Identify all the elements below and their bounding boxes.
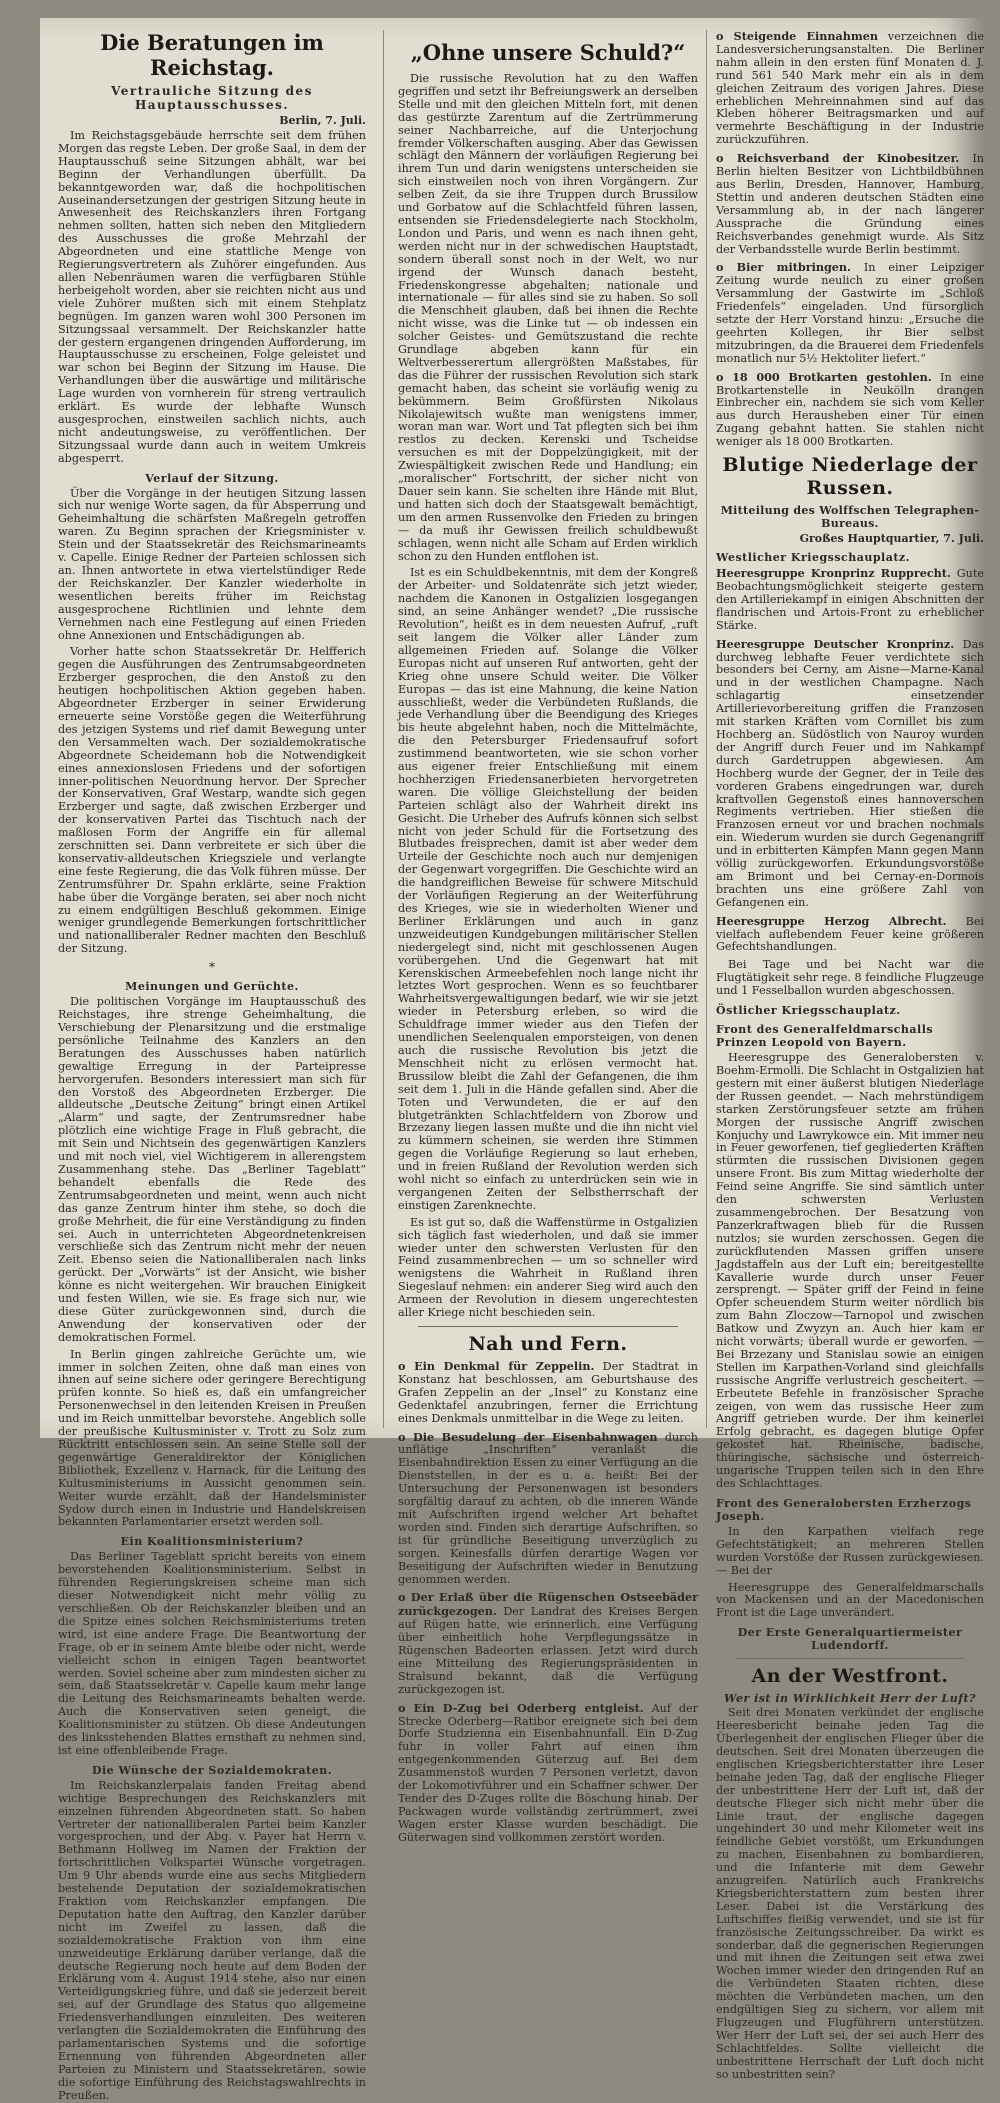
headline-nah-und-fern: Nah und Fern. <box>468 1333 628 1355</box>
news-item <box>716 261 984 365</box>
paragraph: Die russische Revolution hat zu den Waffen gegriffen und setzt ihr Befreiungswerk an derselben Stelle und mit den gleichen Mitteln fort, mit denen das gestürzte Zarentum auf die Zertrümmerung seiner Nachbarreiche, auf die Unterjochung fremder Völkerschaften ausging. Aber das Gewissen schlägt den Männern der vorläufigen Regierung bei ihrem Tun und darin wenigstens unterscheiden sie sich einstweilen noch von ihren Vorgängern. Zur selben Zeit, da sie ihre Truppen durch Brussilow und Gorbatow auf die Schlachtfeld führen lassen, entsenden sie Friedensdelegierte nach Stockholm, London und Paris, und wenn es nach ihnen geht, werden nicht nur in der schwedischen Hauptstadt, sondern überall sonst noch in der Welt, wo nur irgend der Wunsch danach besteht, Friedenskongresse abgehalten; nationale und internationale — für alles sind sie zu haben. So soll die Menschheit glauben, daß bei ihnen die Rechte nicht wisse, was die Linke tut — ob indessen ein solcher Geistes- und Gemütszustand die rechte Grundlage abgeben kann für ein Weltverbesserertum allergrößten Maßstabes, für das die Führer der russischen Revolution sich stark gemacht haben, das scheint sie vorläufig wenig zu bekümmern. Beim Großfürsten Nikolaus Nikolajewitsch wußte man wenigstens immer, woran man war. Wort und Tat pflegten sich bei ihm restlos zu decken. Kerenski und Tscheidse versuchen es mit der Doppelzüngigkeit, mit der Zwiespältigkeit zwischen Rede und Handlung; ein „moralischer“ Fortschritt, der sicher nicht von Dauer sein kann. Sie schelten ihre Hände mit Blut, und hatten sich doch der Staatsgewalt bemächtigt, um den armen Russenvolke den Frieden zu bringen — da muß ihr Gewissen freilich schuldbewußt schlagen, wenn nicht alle Scham auf Erden wirklich schon zu den Hunden entflohen ist. <box>398 72 698 563</box>
headline-ohne-schuld: „Ohne unsere Schuld?“ <box>410 40 686 65</box>
paragraph: Es ist gut so, daß die Waffenstürme in Ostgalizien sich täglich fast wiederholen, und daß sie immer wieder unter den schwersten Verlusten für den Feind zusammenbrechen — um so schneller wird wenigstens die Wahrheit in Rußland ihren Siegeslauf nehmen: ein anderer Sieg wird auch den Armeen der Revolution in diesem ungerechtesten aller Kriege nicht beschieden sein. <box>398 1215 698 1320</box>
news-item <box>398 1360 698 1426</box>
column-ohne-schuld <box>398 30 698 1844</box>
section-heading: Östlicher Kriegsschauplatz. <box>716 1004 901 1018</box>
report-item-title: Heeresgruppe Deutscher Kronprinz. <box>716 636 955 651</box>
section-heading: Die Wünsche der Sozialdemokraten. <box>91 1763 333 1777</box>
news-item <box>716 371 984 449</box>
paragraph: Vorher hatte schon Staatssekretär Dr. Helfferich gegen die Ausführungen des Zentrumsabgeordneten Erzberger gesprochen, die den Anstoß zu den heutigen hochpolitischen Aktion gegeben haben. Abgeordneter Erzberger in seiner Erwiderung erneuerte seine Vorstöße gegen die Weiterführung des jetzigen Systems und rief damit Bewegung unter den Versammelten wach. Der sozialdemokratische Abgeordnete Scheidemann hob die Notwendigkeit eines annexionslosen Friedens und der sofortigen inner-politischen Neuordnung hervor. Der Sprecher der Konservativen, Graf Westarp, wandte sich gegen Erzberger und sagte, daß zwischen Erzberger und der konservativen Partei das Tischtuch nach der maßlosen Form der Angriffe ein für allemal zerschnitten sei. Dann verbreitete er sich über die konservativ-alldeutschen Kriegsziele und verlangte eine feste Regierung, die das Volk führen müsse. Der Zentrumsführer Dr. Spahn erklärte, seine Fraktion habe über die Vorgänge beraten, sei aber noch nicht zu einem endgültigen Beschluß gekommen. Einige weniger grundlegende Bemerkungen fortschrittlicher und nationalliberaler Redner machten den Beschluß der Sitzung. <box>58 645 366 956</box>
paragraph: Heeresgruppe des Generalfeldmarschalls von Mackensen und an der Macedonischen Front ist die Lage unverändert. <box>716 1580 984 1620</box>
dateline: Berlin, 7. Juli. <box>279 114 366 127</box>
news-item <box>716 30 984 147</box>
news-item <box>398 1431 698 1587</box>
paragraph: Bei Tage und bei Nacht war die Flugtätigkeit sehr rege. 8 feindliche Flugzeuge und 1 Fesselballon wurden abgeschossen. <box>716 958 984 998</box>
news-item-text: In eine Brotkartenstelle in Neukölln drangen Einbrecher ein, nachdem sie sich vom Keller aus durch Herausheben einer Tür einen Zugang gebahnt hatten. Sie stahlen nicht weniger als 18 000 Brotkarten. <box>716 370 984 449</box>
news-item-title: o Die Besudelung der Eisenbahnwagen <box>398 1429 658 1444</box>
report-item-text: Gute Beobachtungsmöglichkeit steigerte gestern den Artilleriekampf in einigen Abschnitten der flandrischen und Artois-Front zu erheblicher Stärke. <box>716 567 984 632</box>
news-item-text: durch unflätige „Inschriften“ veranlaßt die Eisenbahndirektion Essen zu einer Verfügung an die Dienststellen, in der es u. a. heißt: Bei der Untersuchung der Personenwagen ist besonders sorgfältig darauf zu achten, ob die inneren Wände mit Aufschriften irgend welcher Art behaftet worden sind. Finden sich derartige Aufschriften, so ist für gründliche Beseitigung unverzüglich zu sorgen. Keinesfalls dürfen derartige Wagen vor Beseitigung der Aufschriften wieder in Benutzung genommen werden. <box>398 1430 698 1586</box>
news-item-title: o Ein D-Zug bei Oderberg entgleist. <box>398 1700 644 1715</box>
news-item-text: In Berlin hielten Besitzer von Lichtbildbühnen aus Berlin, Dresden, Hannover, Hamburg, Stettin und anderen deutschen Städten eine Versammlung ab, in der nach längerer Aussprache die Gründung eines Reichsverbandes genehmigt wurde. Als Sitz der Verbandsstelle wurde Berlin bestimmt. <box>716 152 985 256</box>
news-item-text: In einer Leipziger Zeitung wurde neulich zu einer großen Versammlung der Gastwirte im „Schloß Friedenfels“ eingeladen. Und fürsorglich setzte der Herr Vorstand hinzu: „Ersuche die geehrten Kollegen, ihr Bier selbst mitzubringen, da die Brauerei dem Friedenfels monatlich nur 5½ Hektoliter liefert.“ <box>716 261 984 365</box>
paragraph: In Berlin gingen zahlreiche Gerüchte um, wie immer in solchen Zeiten, ohne daß man eines von ihnen auf seine sichere oder geringere Berechtigung prüfen konnte. So hieß es, daß ein umfangreicher Personenwechsel in den leitenden Kreisen in Preußen und im Reich unmittelbar bevorstehe. Angeblich solle der preußische Kultusminister v. Trott zu Solz zum Rücktritt entschlossen sein. An seine Stelle soll der gegenwärtige Generaldirektor der Königlichen Bibliothek, Exzellenz v. Harnack, für die Leitung des Kultusministeriums in Aussicht genommen sein. Weiter wurde erzählt, daß der Handelsminister Sydow durch einen in Industrie und Handelskreisen bekannten Parlamentarier ersetzt werden soll. <box>58 1347 366 1529</box>
news-item <box>716 152 984 256</box>
headline-westfront: An der Westfront. <box>751 1665 949 1688</box>
report-item <box>716 638 984 910</box>
paragraph: Heeresgruppe des Generalobersten v. Boehm-Ermolli. Die Schlacht in Ostgalizien hat gestern mit einer äußerst blutigen Niederlage der Russen geendet. — Nach mehrstündigem starken Zerstörungsfeuer setzte am frühen Morgen der russische Angriff zwischen Konjuchy und Lawrykowce ein. Mit immer neu in Feuer geworfenen, tief gegliederten Kräften stürmten die russischen Divisionen gegen unsere Front. Bis zum Mittag wiederholte der Feind seine Angriffe. Sie sind sämtlich unter den schwersten Verlusten zusammengebrochen. Der Besatzung von Panzerkraftwagen blieb für die Russen nutzlos; sie wurden zerschossen. Gegen die zurückflutenden Massen griffen unsere Jagdstaffeln aus der Luft ein; bereitgestellte Kavallerie wurde durch unser Feuer zersprengt. — Später griff der Feind in feine Opfer scheuendem Sturm weiter nördlich bis zum Bahn Zloczow—Tarnopol und zwischen Batkow und Zwyzyn an. Auch hier kam er nicht vorwärts; überall wurde er geworfen. — Bei Brzezany und Stanislau sowie an einigen Stellen im Karpathen-Vorland sind gleichfalls russische Angriffe verlustreich gescheitert. — Erbeutete Befehle in französischer Sprache zeigen, von wem das russische Heer zum Angriff getrieben wurde. Der ihm keinerlei Erfolg gebracht, es dagegen blutige Opfer gekostet hat. Rheinische, badische, thüringische, sächsische und österreich-ungarische Truppen teilen sich in den Ehre des Schlachttages. <box>716 1051 984 1490</box>
newspaper-page <box>40 18 986 2102</box>
column-kriegsbericht <box>716 29 985 2081</box>
news-item-title: o Bier mitbringen. <box>716 260 851 275</box>
headline-niederlage: Blutige Niederlage der Russen. <box>722 454 978 500</box>
column-reichstag <box>58 30 366 2102</box>
divider <box>418 1326 678 1327</box>
paragraph: Im Reichstagsgebäude herrschte seit dem frühen Morgen das regste Leben. Der große Saal, in dem der Hauptausschuß seine Sitzungen abhält, war bei Beginn der Verhandlungen überfüllt. Da bekanntgeworden war, daß die hochpolitischen Auseinandersetzungen der gestrigen Sitzung heute in Anwesenheit des Reichskanzlers ihren Fortgang nehmen sollten, hatten sich neben den Mitgliedern des Ausschusses die große Mehrzahl der Abgeordneten und eine stattliche Menge von Regierungsvertretern als Zuhörer eingefunden. Aus allen Nebenräumen waren die verfügbaren Stühle herbeigeholt worden, aber sie reichten nicht aus und viele Zuhörer mußten sich mit einem Stehplatz begnügen. Im ganzen waren wohl 300 Personen im Sitzungssaal versammelt. Der Reichskanzler hatte der gestern ergangenen dringenden Aufforderung, im Hauptausschusse zu erscheinen, Folge geleistet und war schon bei Beginn der Sitzung im Hause. Die Verhandlungen über die auswärtige und militärische Lage wurden von vornherein für streng vertraulich erklärt. Es wurde der lebhafte Wunsch ausgesprochen, einstweilen sachlich nichts, auch nicht andeutungsweise, zu veröffentlichen. Der Sitzungssaal wurde dann auch in weitem Umkreis abgesperrt. <box>58 129 366 465</box>
news-item-title: o Reichsverband der Kinobesitzer. <box>716 151 960 166</box>
report-item-title: Heeresgruppe Herzog Albrecht. <box>716 913 947 928</box>
signature: Der Erste Generalquartiermeister Ludendorff. <box>737 1626 963 1653</box>
column-rule <box>706 30 707 1428</box>
news-item-text: Der Landrat des Kreises Bergen auf Rügen hatte, wie erinnerlich, eine Verfügung über einheitlich hohe Verpflegungssätze in Rügenschen Badeorten erlassen. Jetzt wird durch eine Mitteilung des Regierungspräsidenten in Stralsund bekannt, daß die Verfügung zurückgezogen ist. <box>398 1605 698 1696</box>
news-item-text: Auf der Strecke Oderberg—Ratibor ereignete sich bei dem Dorfe Studzienna ein Eisenbahnunfall. Ein D-Zug fuhr in voller Fahrt auf einen ihm entgegenkommenden Güterzug auf. Bei dem Zusammenstoß wurden 7 Personen verletzt, davon der Lokomotivführer und ein Schaffner schwer. Der Tender des D-Zuges rollte die Böschung hinab. Der Packwagen wurde vollständig zertrümmert, zwei Wagen erster Klasse wurden beschädigt. Die Güterwagen sind vollkommen zerstört worden. <box>398 1701 698 1844</box>
paragraph: Über die Vorgänge in der heutigen Sitzung lassen sich nur wenige Worte sagen, da für Absperrung und Geheimhaltung die schärfsten Maßregeln getroffen waren. Zu Beginn sprachen der Kriegsminister v. Stein und der Staatssekretär des Reichsmarineamts v. Capelle. Einige Redner der Parteien schlossen sich an. Ihnen antwortete in etwa viertelstündiger Rede der Reichskanzler. Der Kanzler wiederholte in wesentlichen bereits früher im Reichstag ausgesprochene Richtlinien und lehnte dem Vernehmen nach eine Festlegung auf einen Frieden ohne Annexionen und Entschädigungen ab. <box>58 486 366 642</box>
paragraph: In den Karpathen vielfach rege Gefechtstätigkeit; an mehreren Stellen wurden Vorstöße der Russen zurückgewiesen. — Bei der <box>716 1524 984 1577</box>
paragraph: Das Berliner Tageblatt spricht bereits von einem bevorstehenden Koalitionsministerium. Selbst in führenden Regierungskreisen scheine man sich dieser Notwendigkeit nicht mehr völlig zu verschließen. Ob der Reichskanzler bleiben und an die Spitze eines solchen Reichsministeriums treten wird, ist eine andere Frage. Die Beantwortung der Frage, ob er in seinem Amte bleibe oder nicht, werde vielleicht schon in einigen Tagen beantwortet werden. Soviel scheine aber zum mindesten sicher zu sein, daß Staatssekretär v. Capelle kaum mehr lange die Leitung des Reichsmarineamts behalten werde. Auch die Konservativen seien geneigt, die Koalitionsminister zu stützen. Ob diese Andeutungen des linksstehenden Blattes ernsthaft zu nehmen sind, ist eine offenbleibende Frage. <box>58 1550 366 1757</box>
news-item-text: Der Stadtrat in Konstanz hat beschlossen, am Geburtshause des Grafen Zeppelin an der „Insel“ zu Konstanz eine Gedenktafel anzubringen, ferner die Errichtung eines Denkmals unmittelbar in die Wege zu leiten. <box>398 1360 698 1425</box>
subheadline: Mitteilung des Wolffschen Telegraphen-Bureaus. <box>720 504 980 531</box>
report-item-text: Das durchweg lebhafte Feuer verdichtete sich besonders bei Cerny, am Aisne—Marne-Kanal und in der westlichen Champagne. Nach schlagartig einsetzender Artillerievorbereitung griffen die Franzosen mit starken Kräften vom Cornillet bis zum Hochberg an. Südöstlich von Nauroy wurden der Angriff durch Feuer und im Nahkampf durch Gardetruppen abgewiesen. Am Hochberg wurde der Gegner, der in Teile des vorderen Grabens eingedrungen war, durch kraftvollen Gegenstoß eines hannoverschen Regiments vertrieben. Hier stießen die Franzosen erneut vor und brachen nochmals ein. Wiederum wurden sie durch Gegenangriff und in erbitterten Kämpfen Mann gegen Mann völlig zurückgeworfen. Erkundungsvorstöße am Brimont und bei Cernay-en-Dormois brachten uns eine größere Zahl von Gefangenen ein. <box>716 637 984 909</box>
divider <box>736 1658 964 1659</box>
section-heading: Front des Generalobersten Erzherzogs Joseph. <box>716 1496 972 1523</box>
report-item-text: Bei vielfach auflebendem Feuer keine größeren Gefechtshandlungen. <box>716 914 984 954</box>
news-item-title: o 18 000 Brotkarten gestohlen. <box>716 369 932 384</box>
headline-reichstag: Die Beratungen im Reichstag. <box>100 30 324 80</box>
dateline: Großes Hauptquartier, 7. Juli. <box>799 532 984 546</box>
separator-asterisk: * <box>209 960 215 975</box>
section-heading: Verlauf der Sitzung. <box>145 471 279 485</box>
news-item <box>398 1591 698 1696</box>
subheadline: Vertrauliche Sitzung des Hauptausschusses. <box>111 84 313 112</box>
paragraph: Ist es ein Schuldbekenntnis, mit dem der Kongreß der Arbeiter- und Soldatenräte sich jetzt wieder, nachdem die Kanonen in Ostgalizien losgegangen sind, an seine Anhänger wendet? „Die russische Revolution“, heißt es in dem neuesten Aufruf, „ruft seit langem die Völker aller Länder zum allgemeinen Frieden auf. Solange die Völker Europas nicht auf unseren Ruf antworten, geht der Krieg ohne unsere Schuld weiter. Die Völker Europas — das ist eine Mahnung, die keine Nation ausschließt, weder die Verbündeten Rußlands, die jede Verhandlung über die Beendigung des Krieges bis heute abgelehnt haben, noch die Mittelmächte, die den Petersburger Friedensaufruf sofort zustimmend beantworteten, wie sie schon vorher aus eigener freier Entschließung mit einem hochherzigen Friedensanerbieten hervorgetreten waren. Die völlige Gleichstellung der beiden Parteien schlägt also der Wahrheit direkt ins Gesicht. Die Urheber des Aufrufs können sich selbst nicht von jeder Schuld für die Fortsetzung des Blutbades freisprechen, damit ist aber weder dem Urteile der Geschichte noch auch nur demjenigen der Gegenwart vorgegriffen. Die Geschichte wird an die handgreiflichen Beweise für schwere Mitschuld der Vorläufigen Regierung an der Weiterführung des Krieges, wie sie in wiederholten Wiener und Berliner Erklärungen und auch in ganz unzweideutigen Kundgebungen militärischer Stellen niedergelegt sind, nicht mit geschlossenen Augen vorübergehen. Und die Gegenwart hat mit Kerenskischen Armeebefehlen noch lange nicht ihr letztes Wort gesprochen. Wenn es so feuchtbarer Wahrheitsvergewaltigungen bedarf, wie wir sie jetzt wieder in Petersburg erleben, so wird die Schuldfrage immer wieder aus den Tiefen der unendlichen Seelenqualen emporsteigen, von denen auch die russische Revolution bis jetzt die Menschheit nicht zu erlösen vermocht hat. Brussilow bleibt die Zahl der Gefangenen, die ihm seit dem 1. Juli in die Hände gefallen sind. Aber die Toten und Verwundeten, die er auf den blutgetränkten Schlachtfeldern von Zborow und Brzezany liegen lassen mußte und die ihn nicht viel zu kümmern scheinen, sie werden ihre Stimmen gegen die Vorläufige Regierung so laut erheben, und in freien Rußland der Revolution werden sich wohl nicht so einfach zu unterdrücken sein wie in vergangenen Zeiten der Selbstherrschaft der einstigen Zarenknechte. <box>398 566 698 1212</box>
news-item <box>398 1702 698 1845</box>
news-item-title: o Steigende Einnahmen <box>716 29 879 43</box>
section-heading: Westlicher Kriegsschauplatz. <box>716 551 910 565</box>
paragraph: Die politischen Vorgänge im Hauptausschuß des Reichstages, ihre strenge Geheimhaltung, die Verschiebung der Plenarsitzung und die erstmalige persönliche Teilnahme des Kanzlers an den Beratungen des Ausschusses haben natürlich gewaltige Erregung in der Parteipresse hervorgerufen. Besonders interessiert man sich für den Vorstoß des Abgeordneten Erzberger. Die alldeutsche „Deutsche Zeitung“ bringt einen Artikel „Alarm“ und sagte, der Zentrumsredner habe plötzlich eine wichtige Frage in Fluß gebracht, die mit Sein und Nichtsein des gegenwärtigen Kanzlers und mit noch viel, viel Wichtigerem in allerengstem Zusammenhang stehe. Das „Berliner Tageblatt“ behandelt ebenfalls die Rede des Zentrumsabgeordneten und meint, wenn auch nicht das ganze Zentrum hinter ihm stehe, so doch die große Mehrheit, die für eine Verständigung zu finden sei. Auch in unterrichteten Abgeordnetenkreisen verschließe sich das Zentrum nicht mehr der neuen Zeit. Ebenso seien die Nationalliberalen nach links gerückt. Der „Vorwärts“ ist der Ansicht, wie bisher könne es nicht weitergehen. Wir brauchen Einigkeit und festen Willen, wie sie. Es frage sich nur, wie diese Güter zurückgewonnen sind, durch die Anwendung der konservativen oder der demokratischen Formel. <box>58 995 366 1344</box>
paragraph: Im Reichskanzlerpalais fanden Freitag abend wichtige Besprechungen des Reichskanzlers mit einzelnen führenden Abgeordneten statt. So haben Vertreter der nationalliberalen Partei beim Kanzler vorgesprochen, und der Abg. v. Payer hat Herrn v. Bethmann Hollweg im Namen der Fraktion der fortschrittlichen Volkspartei Wünsche vorgetragen. Um 9 Uhr abends wurde eine aus sechs Mitgliedern bestehende Deputation der sozialdemokratischen Fraktion vom Reichskanzler empfangen. Die Deputation hatte den Auftrag, den Kanzler darüber nicht im Zweifel zu lassen, daß die sozialdemokratische Fraktion von ihm eine unzweideutige Erklärung darüber verlange, daß die deutsche Regierung noch heute auf dem Boden der Erklärung vom 4. August 1914 stehe, also nur einen Verteidigungskrieg führe, und daß sie jederzeit bereit sei, auf der Grundlage des Status quo allgemeine Friedensverhandlungen einzuleiten. Des weiteren verlangten die Sozialdemokraten die Einführung des parlamentarischen Systems und die sofortige Ernennung von führenden Abgeordneten aller Parteien zu Ministern und Staatssekretären, sowie die sofortige Einführung des Reichstagswahlrechts in Preußen. <box>58 1778 366 2102</box>
section-heading: Front des Generalfeldmarschalls Prinzen Leopold von Bayern. <box>716 1023 934 1050</box>
news-item-text: verzeichnen die Landesversicherungsanstalten. Die Berliner nahm allein in den ersten fünf Monaten d. J. rund 561 540 Mark mehr ein als in dem gleichen Zeitraum des vorigen Jahres. Diese erheblichen Mehreinnahmen sind auf das Kleben höherer Beitragsmarken und auf vermehrte Beschäftigung in der Industrie zurückzuführen. <box>716 30 984 147</box>
report-item-title: Heeresgruppe Kronprinz Rupprecht. <box>716 566 951 581</box>
section-heading: Meinungen und Gerüchte. <box>125 980 299 994</box>
subheadline: Wer ist in Wirklichkeit Herr der Luft? <box>723 1692 976 1706</box>
paragraph: Seit drei Monaten verkündet der englische Heeresbericht beinahe jeden Tag die Überlegenheit der englischen Flieger über die deutschen. Seit drei Monaten überzeugen die englischen Kriegsberichterstatter ihre Leser beinahe jeden Tag, daß der englische Flieger der unbestrittene Herr der Luft ist, daß der deutsche Flieger sich nicht mehr über die Linie traut, der englische dagegen ungehindert 30 und mehr Kilometer weit ins feindliche Gebiet vorstößt, um Erkundungen zu machen, Eisenbahnen zu bombardieren, und die Infanterie mit dem Gewehr anzugreifen. Natürlich auch Frankreichs Kriegsberichterstattern zum besten ihrer Leser. Dabei ist die Verstärkung des Luftschiffes fleißig verwendet, und sie ist für französische Zeitungsschreiber. Da wirkt es sonderbar, daß die gegnerischen Regierungen und mit ihnen die Zeitungen seit etwa zwei Wochen immer wieder den dringenden Ruf an die Verbündeten Staaten richten, diese möchten die Verbündeten machen, um den endgültigen Sieg zu sichern, vor allem mit Flugzeugen und Flugführern unterstützen. Wer Herr der Luft sei, der sei auch Herr des Schlachtfeldes. Sollte vielleicht die unbestrittene Herrschaft der Luft doch nicht so unbestritten sein? <box>716 1706 984 2081</box>
section-heading: Ein Koalitionsministerium? <box>120 1535 304 1549</box>
report-item <box>716 567 984 633</box>
report-item <box>716 915 984 955</box>
news-item-title: o Der Erlaß über die Rügenschen Ostseebäder zurückgezogen. <box>398 1590 698 1619</box>
news-item-title: o Ein Denkmal für Zeppelin. <box>398 1359 595 1373</box>
column-rule <box>383 30 384 1428</box>
